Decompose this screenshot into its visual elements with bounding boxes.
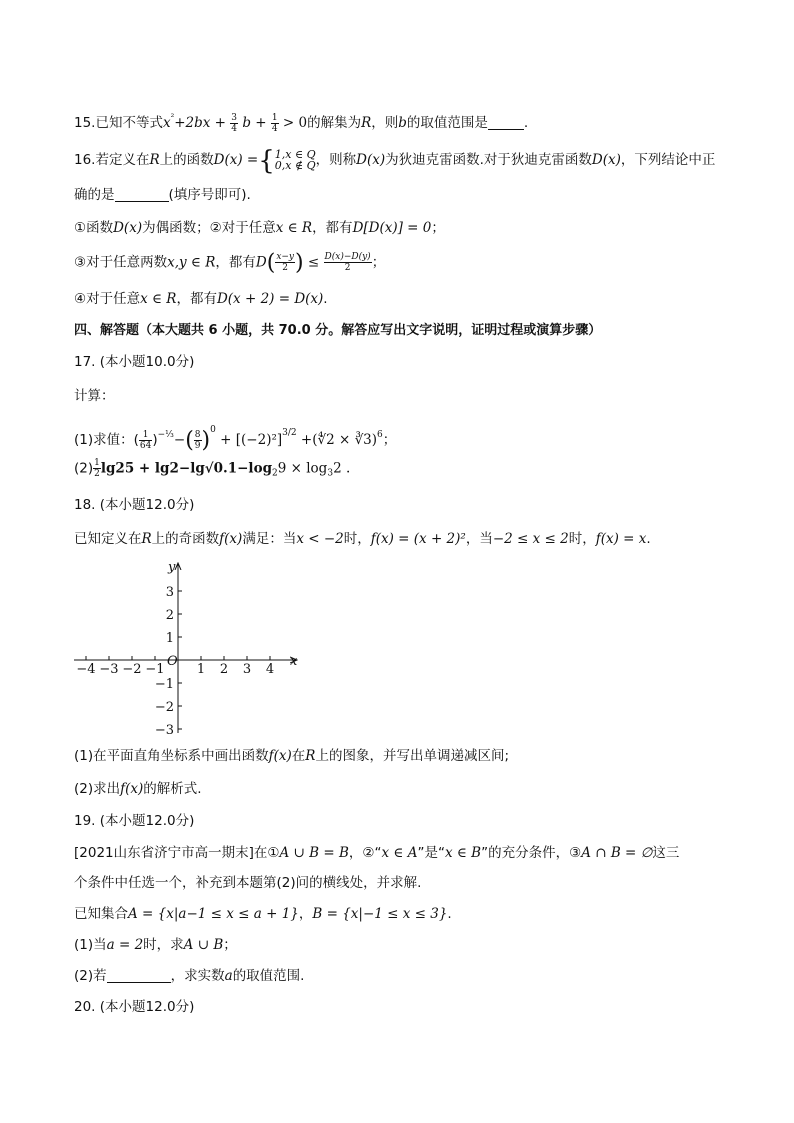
text: (2): [74, 460, 94, 477]
text: 时，求: [143, 937, 184, 953]
case: 1,x ∈ Q: [274, 148, 316, 161]
denominator: 2: [282, 263, 289, 273]
text: 已知不等式: [95, 115, 163, 131]
fraction: [275, 252, 295, 273]
y-tick-label: −3: [154, 723, 174, 738]
question-17-part1: [74, 420, 396, 451]
math: 2 .: [333, 460, 351, 477]
math: f(x) = x: [595, 531, 647, 547]
text: (1)求值：(: [74, 432, 139, 448]
text: ，下列结论中正: [620, 152, 716, 168]
text: (填序号即可).: [168, 187, 251, 203]
option-3: [74, 252, 385, 274]
text: (1)当: [74, 937, 107, 953]
paren: (: [266, 250, 276, 276]
question-17-prompt: 计算：: [74, 388, 115, 404]
text: ③对于任意两数: [74, 254, 168, 271]
section-heading: 四、解答题（本大题共 6 小题，共 70.0 分。解答应写出文字说明，证明过程或演算步骤）: [74, 323, 602, 338]
denominator: 4: [231, 123, 238, 134]
y-tick-label: −2: [154, 700, 174, 715]
math: x ∈ B: [444, 845, 482, 861]
math: x ∈ R: [275, 220, 313, 236]
text: [2021山东省济宁市高一期末]在①: [74, 845, 280, 861]
math: ²: [170, 113, 175, 123]
math: ≤: [307, 254, 320, 271]
denominator: 4: [271, 123, 278, 134]
subscript: 3: [327, 468, 334, 479]
option-1-2: [74, 218, 445, 238]
denominator: 2: [344, 263, 351, 273]
text: 这三: [652, 845, 680, 861]
y-tick-label: −1: [154, 677, 174, 692]
paren: ): [295, 250, 304, 276]
math: b +: [242, 115, 267, 131]
text: 已知定义在: [74, 531, 142, 547]
text: ，②“: [348, 845, 382, 861]
question-16-line2: [74, 185, 251, 205]
x-tick-label: 2: [219, 661, 229, 677]
text: 的取值范围是: [406, 115, 488, 131]
numerator: 8: [194, 429, 201, 440]
text: 的解析式.: [143, 781, 202, 797]
x-axis-label: x: [290, 654, 298, 669]
exponent: 3/2: [282, 428, 297, 438]
paren: ): [201, 428, 211, 453]
text: ”的充分条件，③: [481, 845, 582, 861]
text: ，都有: [215, 254, 256, 271]
math: D: [255, 254, 267, 271]
question-17-part2: [74, 458, 350, 484]
text: 时，: [568, 531, 596, 547]
math: D(x): [113, 220, 143, 236]
math: D(x): [356, 152, 386, 168]
text: 在: [291, 748, 306, 764]
numerator: 1: [94, 458, 100, 468]
text: 已知集合: [74, 906, 128, 922]
math: x,y ∈ R: [167, 254, 216, 271]
text: .: [323, 291, 328, 307]
question-18-stem: [74, 529, 651, 549]
math: D(x): [591, 152, 621, 168]
math: x ∈ R: [140, 291, 177, 307]
numerator: 3: [231, 112, 238, 123]
fraction: [194, 430, 202, 451]
math: R: [149, 152, 160, 168]
text: ，都有: [312, 220, 353, 236]
question-19-line2: 个条件中任选一个，补充到本题第(2)问的横线处，并求解.: [74, 875, 422, 891]
x-tick-label: 3: [242, 661, 252, 677]
text: .: [646, 531, 651, 547]
exponent: 0: [210, 425, 216, 435]
text: ): [152, 432, 158, 448]
math: a = 2: [106, 937, 144, 953]
answer-blank[interactable]: [488, 115, 524, 130]
numerator: 1: [139, 430, 152, 441]
text: 的解集为: [307, 115, 362, 131]
math: x: [162, 115, 171, 131]
math: +(∜2 × ∛3): [296, 432, 378, 448]
math: + [(−2)²]: [215, 432, 283, 448]
y-tick-label: 3: [165, 585, 174, 600]
denominator: 2: [94, 469, 100, 479]
y-axis-label: y: [168, 560, 176, 575]
piecewise-cases: [275, 149, 316, 171]
fraction: [139, 430, 152, 451]
text: ，则: [371, 115, 399, 131]
text: ，当: [465, 531, 493, 547]
math: B = {x|−1 ≤ x ≤ 3}: [312, 906, 448, 922]
math: D(x + 2) = D(x): [216, 291, 324, 307]
subscript: 2: [272, 468, 278, 479]
text: .: [523, 115, 529, 131]
text: ，则称: [315, 152, 357, 168]
text: 满足：当: [242, 531, 297, 547]
math: R: [305, 748, 316, 764]
math: A ∪ B = B: [279, 845, 349, 861]
math: A ∪ B: [183, 937, 224, 953]
text: (2)求出: [74, 781, 121, 797]
math: A = {x|a−1 ≤ x ≤ a + 1}: [128, 906, 299, 922]
text: 确的是: [74, 187, 115, 203]
origin-label: O: [167, 654, 178, 669]
text: 为偶函数；②对于任意: [142, 220, 276, 236]
numerator: x−y: [276, 252, 295, 262]
text: ；: [382, 432, 397, 448]
x-tick-label: 4: [265, 661, 275, 677]
text: 上的图象，并写出单调递减区间;: [315, 748, 510, 764]
question-19-part1: [74, 935, 237, 955]
paren: (: [185, 428, 194, 453]
coordinate-axes: [74, 558, 314, 738]
math: A ∩ B = ∅: [581, 845, 653, 861]
question-16: [74, 146, 716, 176]
math: x ∈ A: [381, 845, 418, 861]
math: R: [361, 115, 372, 131]
numerator: 1: [271, 112, 278, 123]
question-19-line3: [74, 904, 452, 924]
text: 上的奇函数: [151, 531, 220, 547]
math: x < −2: [296, 531, 344, 547]
x-tick-label: −2: [122, 661, 142, 677]
fraction: [93, 458, 101, 479]
math: f(x): [268, 748, 292, 764]
math: 9 × log: [277, 460, 328, 477]
text: ，求实数: [170, 968, 225, 984]
question-18-part2: [74, 779, 202, 799]
math: f(x) = (x + 2)²: [370, 531, 466, 547]
question-number: 16.: [74, 152, 96, 168]
math: a: [224, 968, 233, 984]
question-number: 15.: [74, 115, 96, 131]
question-20-header: 20. (本小题12.0分): [74, 999, 195, 1015]
text: 的取值范围.: [232, 968, 305, 984]
fraction: [271, 113, 279, 134]
math: D[D(x)] = 0: [352, 220, 432, 236]
text: ④对于任意: [74, 291, 141, 307]
math: +2bx +: [174, 115, 226, 131]
text: ①函数: [74, 220, 114, 236]
text: (2)若: [74, 968, 107, 984]
math: lg25 + lg2−lg√0.1−log: [100, 460, 273, 477]
text: ”是“: [417, 845, 445, 861]
answer-blank[interactable]: [115, 187, 169, 202]
question-18-part1: [74, 746, 509, 766]
text: 若定义在: [95, 152, 150, 168]
text: 上的函数: [159, 152, 214, 168]
math: D(x) =: [213, 152, 259, 168]
exponent: −⅓: [157, 430, 174, 440]
math: b: [398, 115, 407, 131]
math: −2 ≤ x ≤ 2: [492, 531, 569, 547]
text: .: [447, 906, 452, 922]
y-tick-label: 1: [165, 631, 174, 646]
case: 0,x ∉ Q: [274, 159, 316, 172]
text: 时，: [343, 531, 371, 547]
x-tick-label: −3: [99, 661, 119, 677]
answer-blank[interactable]: [107, 968, 171, 983]
text: (1)在平面直角坐标系中画出函数: [74, 748, 269, 764]
math: −: [173, 432, 186, 448]
text: ；: [431, 220, 445, 236]
text: 为狄迪克雷函数.对于狄迪克雷函数: [385, 152, 592, 168]
text: ，都有: [176, 291, 217, 307]
brace-symbol: {: [258, 146, 275, 176]
y-tick-label: 2: [165, 608, 174, 623]
question-19-line1: [74, 843, 679, 863]
math: R: [141, 531, 152, 547]
question-17-header: 17. (本小题10.0分): [74, 354, 195, 370]
exponent: 6: [377, 430, 383, 440]
math: > 0: [282, 115, 308, 131]
numerator: D(x)−D(y): [324, 252, 371, 262]
text: ；: [371, 254, 386, 271]
question-15: [74, 108, 528, 134]
question-19-part2: [74, 966, 304, 986]
x-tick-label: 1: [196, 661, 206, 677]
math: f(x): [120, 781, 144, 797]
math: f(x): [219, 531, 243, 547]
question-19-header: 19. (本小题12.0分): [74, 813, 195, 829]
text: ；: [223, 937, 237, 953]
option-4: [74, 289, 328, 309]
fraction: [230, 113, 238, 134]
x-tick-label: −4: [76, 661, 96, 677]
fraction: [324, 252, 372, 273]
x-tick-label: −1: [145, 661, 165, 677]
question-18-header: 18. (本小题12.0分): [74, 497, 195, 513]
denominator: 9: [194, 440, 201, 451]
text: ，: [298, 906, 313, 922]
denominator: 64: [139, 440, 152, 451]
